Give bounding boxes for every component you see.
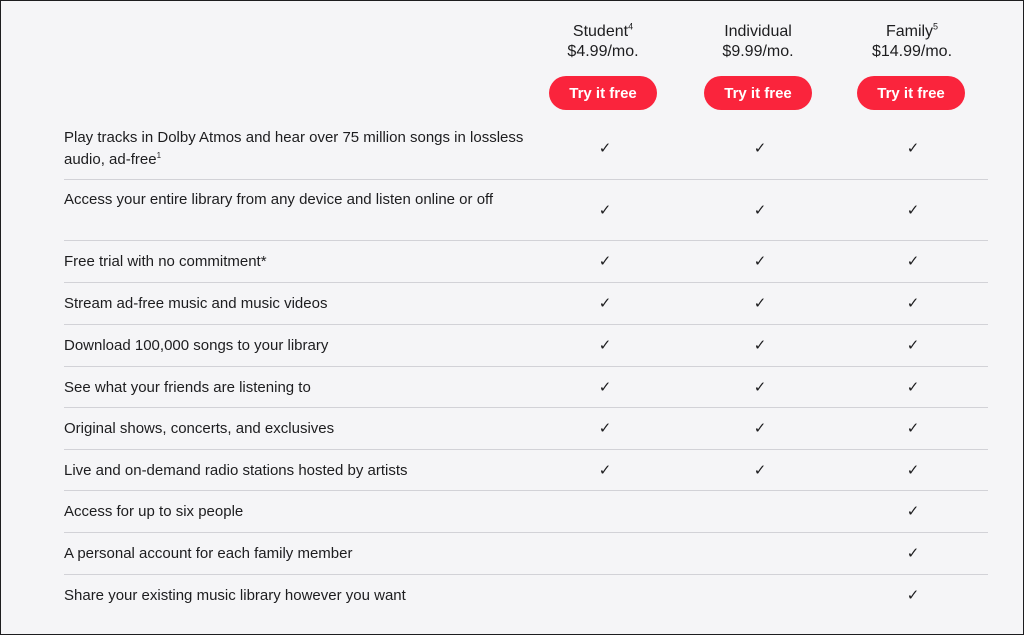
- feature-label: Live and on-demand radio stations hosted by artists: [64, 461, 408, 479]
- checkmark-icon: ✓: [753, 140, 767, 157]
- checkmark-icon: ✓: [598, 295, 612, 312]
- checkmark-icon: ✓: [906, 545, 920, 562]
- checkmark-icon: ✓: [753, 461, 767, 479]
- checkmark-icon: ✓: [906, 420, 920, 437]
- checkmark-icon: ✓: [598, 253, 612, 270]
- plan-student-header: [523, 22, 683, 62]
- checkmark-icon: ✓: [906, 378, 920, 396]
- table-row: [64, 408, 988, 450]
- checkmark-icon: ✓: [598, 337, 612, 354]
- table-row: [64, 325, 988, 367]
- plan-family-header: [832, 22, 992, 62]
- plan-price: $4.99/mo.: [567, 43, 639, 60]
- checkmark-icon: ✓: [753, 253, 767, 270]
- plan-name: Individual: [724, 23, 792, 40]
- checkmark-icon: ✓: [753, 337, 767, 354]
- table-row: [64, 283, 988, 325]
- feature-label: Original shows, concerts, and exclusives: [64, 420, 335, 437]
- feature-label: Play tracks in Dolby Atmos and hear over 75 million songs in lossless audio, ad-free$^1$: [64, 129, 524, 168]
- checkmark-icon: ✓: [598, 140, 612, 157]
- table-row: [64, 450, 988, 491]
- checkmark-icon: ✓: [753, 420, 767, 437]
- checkmark-icon: ✓: [598, 201, 612, 219]
- table-row: [64, 367, 988, 408]
- checkmark-icon: ✓: [598, 420, 612, 437]
- feature-label: Stream ad-free music and music videos: [64, 295, 328, 312]
- plan-individual-header: [678, 22, 838, 62]
- checkmark-icon: ✓: [753, 295, 767, 312]
- try-free-individual-button[interactable]: Try it free: [704, 76, 812, 110]
- checkmark-icon: ✓: [598, 461, 612, 479]
- feature-label: Access for up to six people: [64, 503, 244, 520]
- checkmark-icon: ✓: [906, 337, 920, 354]
- try-free-student-button[interactable]: Try it free: [549, 76, 657, 110]
- table-row: [64, 180, 988, 241]
- checkmark-icon: ✓: [906, 253, 920, 270]
- plan-name: Student$^4$: [572, 21, 634, 40]
- plan-name: Family$^5$: [885, 21, 939, 40]
- checkmark-icon: ✓: [906, 140, 920, 157]
- table-row: [64, 118, 988, 180]
- table-row: [64, 533, 988, 575]
- feature-label: Access your entire library from any device and listen online or off: [64, 190, 494, 208]
- feature-label: Free trial with no commitment*: [64, 253, 267, 270]
- checkmark-icon: ✓: [906, 201, 920, 219]
- plan-price: $9.99/mo.: [722, 43, 794, 60]
- feature-label: Download 100,000 songs to your library: [64, 337, 329, 354]
- feature-comparison-table: [64, 118, 988, 617]
- table-row: [64, 575, 988, 617]
- try-free-family-button[interactable]: Try it free: [857, 76, 965, 110]
- checkmark-icon: ✓: [906, 503, 920, 520]
- feature-label: See what your friends are listening to: [64, 378, 311, 396]
- checkmark-icon: ✓: [906, 461, 920, 479]
- checkmark-icon: ✓: [906, 295, 920, 312]
- checkmark-icon: ✓: [753, 378, 767, 396]
- table-row: [64, 491, 988, 533]
- feature-label: Share your existing music library however you want: [64, 587, 406, 604]
- checkmark-icon: ✓: [598, 378, 612, 396]
- checkmark-icon: ✓: [753, 201, 767, 219]
- table-row: [64, 241, 988, 283]
- plan-price: $14.99/mo.: [871, 43, 953, 60]
- feature-label: A personal account for each family member: [64, 545, 353, 562]
- checkmark-icon: ✓: [906, 587, 920, 604]
